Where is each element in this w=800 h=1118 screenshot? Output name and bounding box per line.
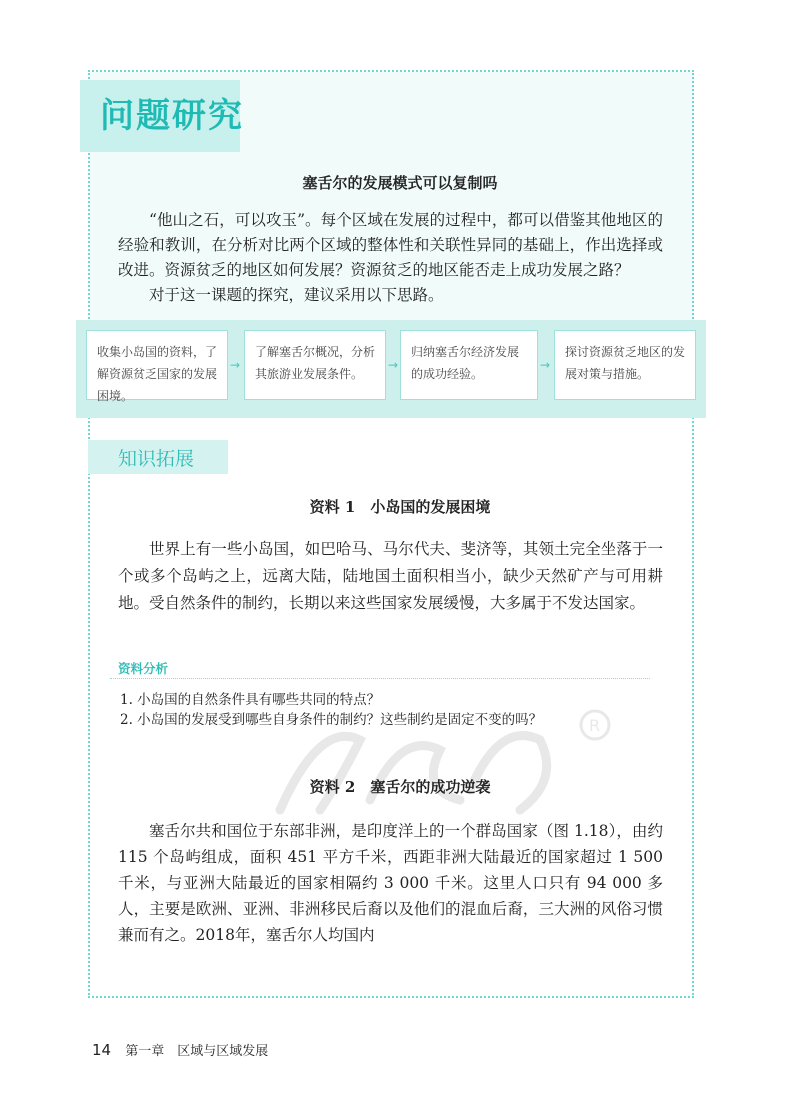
intro-paragraph-2: 对于这一课题的探究，建议采用以下思路。: [149, 286, 444, 304]
arrow-right-icon: →: [540, 358, 551, 372]
arrow-right-icon: →: [230, 358, 241, 372]
step-box-2: 了解塞舌尔概况，分析其旅游业发展条件。: [244, 330, 386, 400]
analysis-divider: [110, 678, 650, 679]
step-box-4: 探讨资源贫乏地区的发展对策与措施。: [554, 330, 696, 400]
section-title: 问题研究: [100, 96, 244, 136]
analysis-label: 资料分析: [118, 661, 169, 676]
question-title: 塞舌尔的发展模式可以复制吗: [302, 174, 498, 192]
material-1-paragraph: 世界上有一些小岛国，如巴哈马、马尔代夫、斐济等，其领土完全坐落于一个或多个岛屿之上，远离大陆，陆地国土面积相当小，缺少天然矿产与可用耕地。受自然条件的制约，长期以来这些国家发展缓慢，大多属于不发达国家。: [118, 540, 663, 612]
chapter-title: 第一章 区域与区域发展: [125, 1044, 269, 1059]
material-1-title: 资料 1 小岛国的发展困境: [309, 498, 491, 516]
analysis-question-2: 2. 小岛国的发展受到哪些自身条件的制约？这些制约是固定不变的吗？: [120, 712, 543, 728]
knowledge-title: 知识拓展: [118, 448, 195, 470]
step-box-3: 归纳塞舌尔经济发展的成功经验。: [400, 330, 538, 400]
intro-text: [118, 208, 663, 308]
intro-paragraph-1: “他山之石，可以攻玉”。每个区域在发展的过程中，都可以借鉴其他地区的经验和教训，在分析对比两个区域的整体性和关联性异同的基础上，作出选择或改进。资源贫乏的地区如何发展？资源贫乏的地区能否走上成功发展之路？: [118, 211, 663, 279]
material-2-paragraph: 塞舌尔共和国位于东部非洲，是印度洋上的一个群岛国家（图 1.18），由约 115 个岛屿组成，面积 451 平方千米，西距非洲大陆最近的国家超过 1 500 千米，与亚洲大陆最近的国家相隔约 3 000 千米。这里人口只有 94 000 多人，主要是欧洲、亚洲、非洲移民后裔以及他们的混血后裔，三大洲的风俗习惯兼而有之。2018年，塞舌尔人均国内: [118, 822, 663, 944]
svg-text:R: R: [589, 716, 601, 735]
page-footer: [92, 1040, 268, 1059]
analysis-question-1: 1. 小岛国的自然条件具有哪些共同的特点？: [120, 692, 381, 708]
material-2-title: 资料 2 塞舌尔的成功逆袭: [309, 778, 491, 796]
material-1-text: [118, 536, 663, 617]
material-2-text: [118, 818, 663, 948]
step-box-1: 收集小岛国的资料，了解资源贫乏国家的发展困境。: [86, 330, 228, 400]
page-number: 14: [92, 1041, 112, 1059]
arrow-right-icon: →: [388, 358, 399, 372]
